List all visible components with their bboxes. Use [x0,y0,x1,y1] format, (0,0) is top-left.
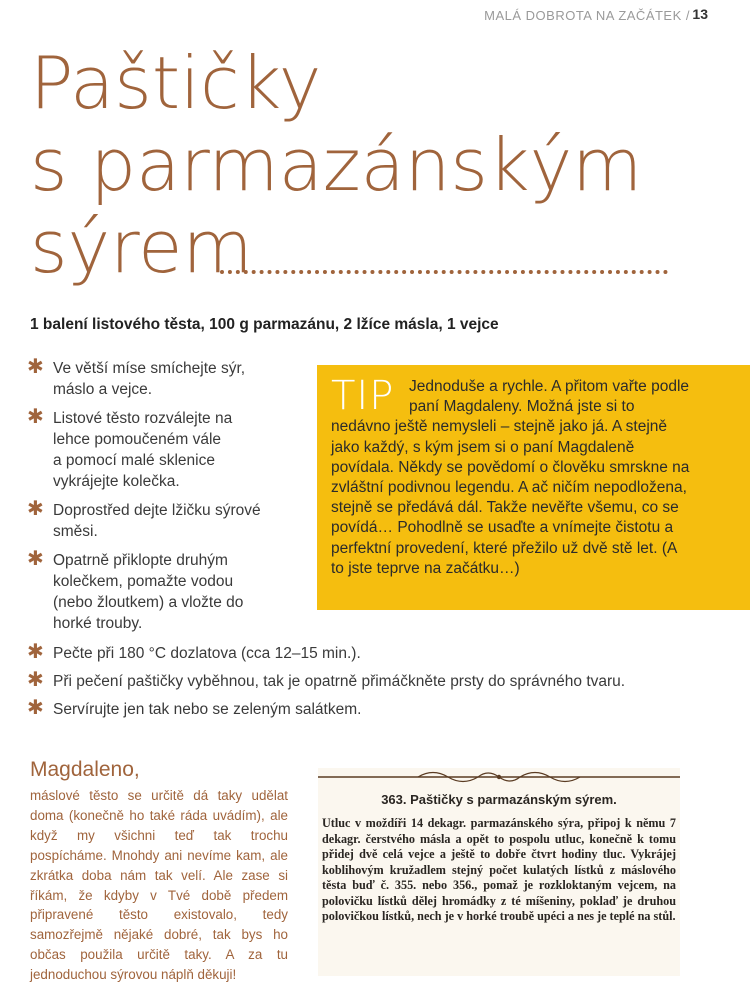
tip-box [317,365,750,610]
step-item [27,550,287,634]
step-text: Doprostřed dejte lžičku sýrové směsi. [53,502,261,540]
step-item [27,358,267,400]
step-text: Pečte při 180 °C dozlatova (cca 12–15 min.). [53,645,361,662]
asterisk-bullet-icon: ✱ [27,498,44,520]
old-recipe-clipping [318,768,680,976]
asterisk-bullet-icon: ✱ [27,406,44,428]
asterisk-bullet-icon: ✱ [27,356,44,378]
asterisk-bullet-icon: ✱ [27,548,44,570]
step-text: Servírujte jen tak nebo se zeleným salátkem. [53,701,362,718]
running-head: MALÁ DOBROTA NA ZAČÁTEK / [484,8,690,23]
old-recipe-title: 363. Paštičky s parmazánským sýrem. [381,792,617,807]
step-text: Opatrně přiklopte druhým kolečkem, pomažte vodou (nebo žloutkem) a vložte do horké trouby. [53,552,244,632]
title-line-1: Paštičky [30,41,322,125]
step-text: Listové těsto rozválejte na lehce pomoučeném vále a pomocí malé sklenice vykrájejte kolečka. [53,410,233,490]
ingredients-line: 1 balení listového těsta, 100 g parmazánu, 2 lžíce másla, 1 vejce [30,316,499,333]
ornament-rule-top [318,770,680,784]
title-dot-leader [220,250,668,274]
tip-text [331,377,693,579]
old-recipe-text: Utluc v moždíři 14 dekagr. parmazánského sýra, připoj k němu 7 dekagr. čerstvého másla a opět to pospolu utluc, konečně k tomu přidej dvě celá vejce a ještě to dobře čtvrt hodiny tluc. Vykrájej koblihovým kružadlem stejný počet kulatých lístků z máslového těsta buď č. 355. nebo 356., pomaž je rozkloktaným vejcem, na polovičku lístků dělej hromádky z té míšeniny, poklaď je druhou polovičkou lístků, nech je v horké troubě upéci a nes je teplé na stůl. [322,816,676,923]
tip-body: Jednoduše a rychle. A přitom vařte podle paní Magdaleny. Možná jste si to nedávno ještě nemysleli – stejně jako já. A stejně jako každý, s kým jsem si o paní Magdaleně povídala. Někdy se povědomí o člověku smrskne na zvláštní podivnou legendu. A ač ničím nepodložena, stejně se předává dál. Takže nevěřte všemu, co se povídá… Pohodlně se usaďte a vnímejte čistotu a perfektní provedení, které přežilo už dvě stě let. (A to jste teprve na začátku…) [331,378,690,577]
asterisk-bullet-icon: ✱ [27,641,44,663]
title-line-3: sýrem [30,205,253,289]
page-number: 13 [692,6,708,22]
step-item [27,500,287,542]
asterisk-bullet-icon: ✱ [27,697,44,719]
asterisk-bullet-icon: ✱ [27,669,44,691]
step-item [27,699,727,720]
step-item [27,408,267,492]
step-text: Ve větší míse smíchejte sýr, máslo a vejce. [53,360,246,398]
note-text: máslové těsto se určitě dá taky udělat doma (konečně ho také ráda uvádím), ale když my všichni teď tak trochu pospícháme. Mnohdy ani nevíme kam, ale zkrátka doba nám tak velí. Ale zase si říkám, že kdyby v Tvé době předem připravené těsto existovalo, tedy samozřejmě nějaké dobré, tak bys ho občas použila určitě taky. A za tu jednoduchou sýrovou náplň děkuji! [30,788,288,983]
title-line-2: s parmazánským [30,123,643,207]
step-item [27,643,727,664]
step-text: Při pečení paštičky vyběhnou, tak je opatrně přimáčkněte prsty do správného tvaru. [53,673,626,690]
step-item [27,671,727,692]
note-title: Magdaleno, [30,758,140,781]
tip-label-spacer [331,377,409,415]
tip-label: TIP [331,373,395,419]
